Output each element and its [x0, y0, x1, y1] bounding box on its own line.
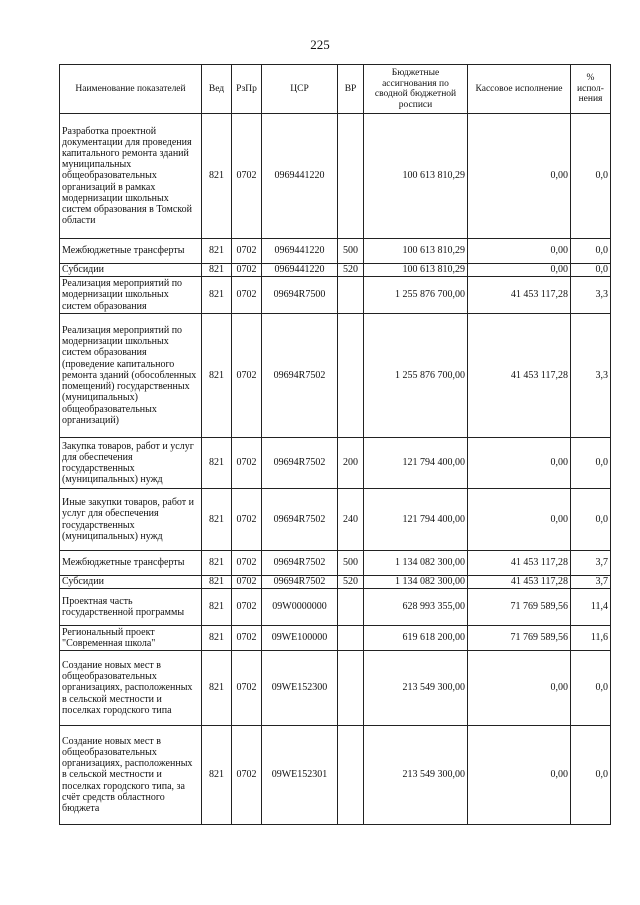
row-name: Закупка товаров, работ и услуг для обеспечения государственных (муниципальных) нужд — [60, 438, 202, 489]
row-name: Реализация мероприятий по модернизации школьных систем образования (проведение капитального ремонта зданий (обособленных помещений) государственных (муниципальных) общеобразовательных организаций) — [60, 314, 202, 438]
row-percent: 0,0 — [571, 264, 611, 277]
row-vr — [338, 114, 364, 239]
row-cash-execution: 0,00 — [468, 239, 571, 264]
table-row — [60, 551, 611, 576]
row-name: Субсидии — [60, 264, 202, 277]
header-cash-execution: Кассовое исполнение — [468, 65, 571, 114]
table-row — [60, 489, 611, 551]
row-assignments: 619 618 200,00 — [364, 626, 468, 651]
row-percent: 3,7 — [571, 551, 611, 576]
row-csr: 09WE100000 — [262, 626, 338, 651]
row-percent: 0,0 — [571, 489, 611, 551]
table-row — [60, 726, 611, 825]
row-rzpr: 0702 — [232, 651, 262, 726]
row-cash-execution: 0,00 — [468, 489, 571, 551]
row-percent: 11,6 — [571, 626, 611, 651]
row-ved: 821 — [202, 726, 232, 825]
row-csr: 09694R7502 — [262, 438, 338, 489]
table-row — [60, 239, 611, 264]
row-ved: 821 — [202, 264, 232, 277]
row-cash-execution: 71 769 589,56 — [468, 626, 571, 651]
header-csr: ЦСР — [262, 65, 338, 114]
row-rzpr: 0702 — [232, 314, 262, 438]
row-cash-execution: 0,00 — [468, 726, 571, 825]
row-cash-execution: 0,00 — [468, 438, 571, 489]
row-csr: 09694R7502 — [262, 551, 338, 576]
row-vr — [338, 626, 364, 651]
row-percent: 0,0 — [571, 438, 611, 489]
row-rzpr: 0702 — [232, 489, 262, 551]
row-assignments: 1 134 082 300,00 — [364, 576, 468, 589]
row-cash-execution: 71 769 589,56 — [468, 589, 571, 626]
row-rzpr: 0702 — [232, 589, 262, 626]
row-rzpr: 0702 — [232, 239, 262, 264]
row-rzpr: 0702 — [232, 576, 262, 589]
row-name: Субсидии — [60, 576, 202, 589]
header-name: Наименование показателей — [60, 65, 202, 114]
row-vr — [338, 589, 364, 626]
row-rzpr: 0702 — [232, 438, 262, 489]
row-csr: 09WE152301 — [262, 726, 338, 825]
row-percent: 0,0 — [571, 239, 611, 264]
row-name: Проектная часть государственной программы — [60, 589, 202, 626]
row-vr — [338, 314, 364, 438]
row-vr: 500 — [338, 239, 364, 264]
row-vr: 520 — [338, 576, 364, 589]
row-percent: 3,3 — [571, 314, 611, 438]
row-percent: 0,0 — [571, 726, 611, 825]
row-name: Создание новых мест в общеобразовательных организациях, расположенных в сельской местности и поселках городского типа — [60, 651, 202, 726]
row-assignments: 1 134 082 300,00 — [364, 551, 468, 576]
row-cash-execution: 0,00 — [468, 114, 571, 239]
row-csr: 0969441220 — [262, 239, 338, 264]
row-rzpr: 0702 — [232, 626, 262, 651]
row-name: Иные закупки товаров, работ и услуг для обеспечения государственных (муниципальных) нужд — [60, 489, 202, 551]
row-ved: 821 — [202, 114, 232, 239]
row-vr — [338, 277, 364, 314]
row-assignments: 628 993 355,00 — [364, 589, 468, 626]
row-assignments: 121 794 400,00 — [364, 438, 468, 489]
row-name: Создание новых мест в общеобразовательных организациях, расположенных в сельской местности и поселках городского типа, за счёт средств областного бюджета — [60, 726, 202, 825]
row-assignments: 213 549 300,00 — [364, 726, 468, 825]
row-assignments: 213 549 300,00 — [364, 651, 468, 726]
row-rzpr: 0702 — [232, 551, 262, 576]
row-assignments: 1 255 876 700,00 — [364, 277, 468, 314]
row-ved: 821 — [202, 314, 232, 438]
row-percent: 3,7 — [571, 576, 611, 589]
row-name: Межбюджетные трансферты — [60, 551, 202, 576]
budget-table — [59, 64, 611, 825]
table-row — [60, 264, 611, 277]
header-percent: % испол-нения — [571, 65, 611, 114]
row-rzpr: 0702 — [232, 264, 262, 277]
row-ved: 821 — [202, 576, 232, 589]
row-csr: 09694R7500 — [262, 277, 338, 314]
row-name: Разработка проектной документации для проведения капитального ремонта зданий муниципальных общеобразовательных организаций в рамках модернизации школьных систем образования в Томской области — [60, 114, 202, 239]
row-percent: 3,3 — [571, 277, 611, 314]
row-cash-execution: 0,00 — [468, 651, 571, 726]
row-assignments: 100 613 810,29 — [364, 114, 468, 239]
row-cash-execution: 41 453 117,28 — [468, 277, 571, 314]
row-ved: 821 — [202, 551, 232, 576]
row-percent: 0,0 — [571, 114, 611, 239]
row-cash-execution: 41 453 117,28 — [468, 314, 571, 438]
row-csr: 09694R7502 — [262, 314, 338, 438]
row-percent: 0,0 — [571, 651, 611, 726]
row-assignments: 100 613 810,29 — [364, 239, 468, 264]
row-csr: 09WE152300 — [262, 651, 338, 726]
header-rzpr: РзПр — [232, 65, 262, 114]
row-rzpr: 0702 — [232, 726, 262, 825]
row-ved: 821 — [202, 626, 232, 651]
table-row — [60, 589, 611, 626]
row-ved: 821 — [202, 438, 232, 489]
row-ved: 821 — [202, 489, 232, 551]
row-assignments: 1 255 876 700,00 — [364, 314, 468, 438]
row-assignments: 121 794 400,00 — [364, 489, 468, 551]
row-ved: 821 — [202, 651, 232, 726]
table-row — [60, 314, 611, 438]
table-row — [60, 114, 611, 239]
row-csr: 09694R7502 — [262, 489, 338, 551]
table-row — [60, 576, 611, 589]
row-vr: 500 — [338, 551, 364, 576]
header-assignments: Бюджетные ассигнования по сводной бюджетной росписи — [364, 65, 468, 114]
header-row — [60, 65, 611, 114]
row-percent: 11,4 — [571, 589, 611, 626]
row-ved: 821 — [202, 277, 232, 314]
row-csr: 0969441220 — [262, 264, 338, 277]
row-csr: 0969441220 — [262, 114, 338, 239]
row-vr — [338, 726, 364, 825]
header-ved: Вед — [202, 65, 232, 114]
table-row — [60, 626, 611, 651]
row-name: Межбюджетные трансферты — [60, 239, 202, 264]
row-csr: 09W0000000 — [262, 589, 338, 626]
table-row — [60, 277, 611, 314]
row-vr: 200 — [338, 438, 364, 489]
row-vr: 520 — [338, 264, 364, 277]
row-name: Региональный проект "Современная школа" — [60, 626, 202, 651]
row-vr — [338, 651, 364, 726]
page-number: 225 — [310, 37, 330, 52]
row-csr: 09694R7502 — [262, 576, 338, 589]
row-cash-execution: 41 453 117,28 — [468, 576, 571, 589]
row-assignments: 100 613 810,29 — [364, 264, 468, 277]
row-ved: 821 — [202, 589, 232, 626]
row-cash-execution: 41 453 117,28 — [468, 551, 571, 576]
row-rzpr: 0702 — [232, 114, 262, 239]
row-vr: 240 — [338, 489, 364, 551]
row-ved: 821 — [202, 239, 232, 264]
header-vr: ВР — [338, 65, 364, 114]
table-row — [60, 438, 611, 489]
table-row — [60, 651, 611, 726]
row-cash-execution: 0,00 — [468, 264, 571, 277]
row-rzpr: 0702 — [232, 277, 262, 314]
row-name: Реализация мероприятий по модернизации школьных систем образования — [60, 277, 202, 314]
